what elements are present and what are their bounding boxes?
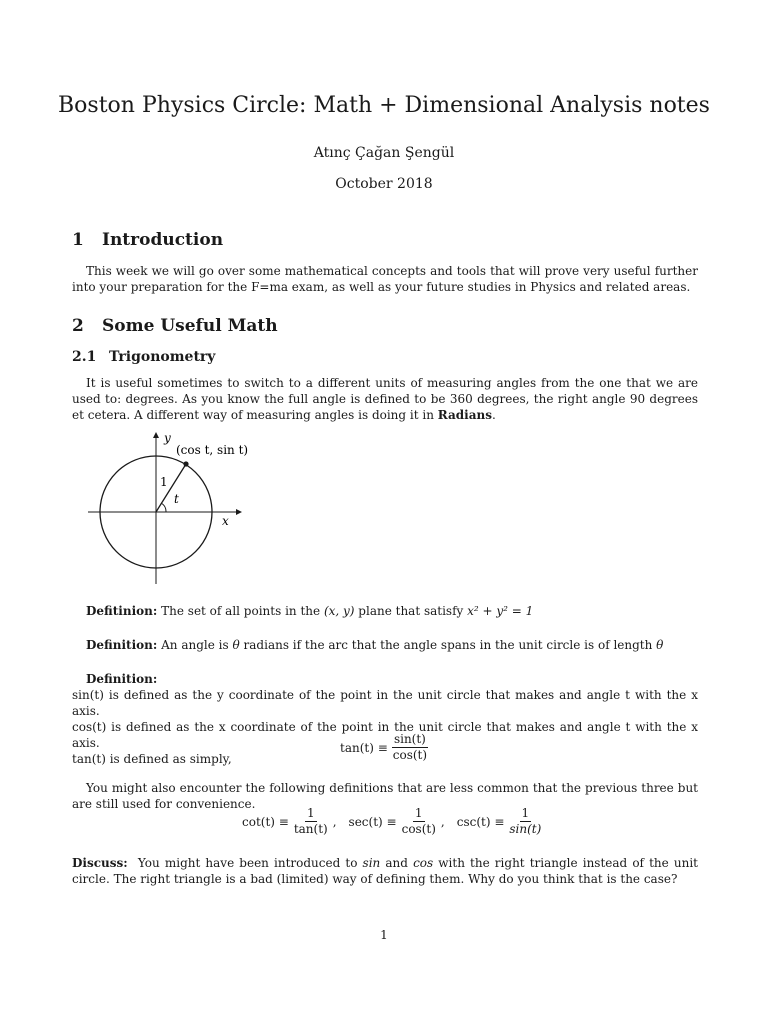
trig-text-end: . — [492, 408, 496, 422]
denominator: sin(t) — [509, 822, 542, 836]
definition-text: The set of all points in the — [161, 604, 324, 618]
definition-label: Defitinion: — [86, 604, 158, 618]
y-axis-label: y — [164, 431, 171, 445]
cot-equation — [242, 806, 337, 837]
numerator: 1 — [521, 806, 530, 820]
denominator: cos(t) — [401, 822, 436, 836]
equation-lhs: sec(t) ≡ — [348, 814, 397, 829]
fraction — [292, 806, 330, 837]
definition-label: Definition: — [86, 672, 158, 686]
subsection-number: 2.1 — [72, 349, 97, 365]
unit-circle-figure — [86, 428, 256, 588]
x-axis-label: x — [222, 514, 229, 528]
radians-term: Radians — [437, 408, 492, 422]
trig-paragraph — [72, 375, 698, 423]
tan-definition: tan(t) is defined as simply, — [72, 752, 232, 766]
math-theta: θ — [232, 638, 240, 652]
page-number: 1 — [380, 928, 388, 942]
discuss-text: and — [380, 856, 414, 870]
subsection-heading-trigonometry — [72, 349, 215, 365]
encounter-text: You might also encounter the following definitions that are less common that the previous three but are still used for convenience. — [72, 781, 698, 811]
equation-lhs: tan(t) ≡ — [340, 740, 388, 755]
radius-label: 1 — [160, 475, 168, 489]
definition-text: plane that satisfy — [354, 604, 468, 618]
fraction — [507, 806, 543, 837]
intro-text: This week we will go over some mathematical concepts and tools that will prove very useful further into your preparation for the F=ma exam, as well as your future studies in Physics and related areas. — [72, 264, 698, 294]
denominator: cos(t) — [392, 748, 428, 762]
subsection-title: Trigonometry — [109, 349, 216, 365]
math-theta: θ — [656, 638, 664, 652]
section-heading-introduction — [72, 230, 223, 250]
document-title: Boston Physics Circle: Math + Dimensional Analysis notes — [58, 93, 710, 118]
math-cos: cos — [413, 856, 434, 870]
document-date: October 2018 — [335, 176, 433, 192]
discuss-text: You might have been introduced to — [137, 856, 363, 870]
trig-text: It is useful sometimes to switch to a different units of measuring angles from the one that we are used to: degrees. As you know the full angle is defined to be 360 degrees, the right angle 90 degrees et cetera. A different way of measuring angles is doing it in — [72, 376, 698, 422]
author-name: Atınç Çağan Şengül — [313, 145, 455, 161]
equation-lhs: csc(t) ≡ — [456, 814, 505, 829]
section-title: Some Useful Math — [102, 316, 278, 336]
definition-unit-circle — [72, 603, 698, 619]
x-axis-arrow-icon — [236, 509, 242, 515]
denominator: tan(t) — [293, 822, 328, 836]
equation-lhs: cot(t) ≡ — [242, 814, 289, 829]
fraction — [391, 732, 429, 763]
definition-text: radians if the arc that the angle spans in the unit circle is of length — [239, 638, 657, 652]
math-sin: sin — [362, 856, 381, 870]
discuss-label: Discuss: — [72, 856, 128, 870]
csc-equation — [457, 806, 547, 837]
intro-paragraph — [72, 263, 698, 295]
definition-label: Definition: — [86, 638, 158, 652]
sec-equation — [349, 806, 445, 837]
math-equation: x² + y² = 1 — [467, 604, 534, 618]
cos-definition: cos(t) is defined as the x coordinate of the point in the unit circle that makes and angle t with the x axis. — [72, 720, 698, 750]
definition-text: An angle is — [161, 638, 233, 652]
numerator: sin(t) — [393, 732, 426, 746]
numerator: 1 — [306, 806, 315, 820]
fraction — [400, 806, 438, 837]
discuss-text: with the right triangle instead of the unit circle. The right triangle is a bad (limited) way of defining them. Why do you think that is the case? — [72, 856, 698, 886]
angle-arc — [161, 503, 166, 512]
reciprocal-equations — [242, 806, 546, 837]
tan-equation — [340, 732, 432, 763]
section-title: Introduction — [102, 230, 224, 250]
definition-radians — [72, 637, 698, 653]
discuss-paragraph — [72, 855, 698, 887]
section-number: 2 — [72, 316, 84, 336]
separator: , — [440, 814, 445, 829]
numerator: 1 — [414, 806, 423, 820]
separator: , — [332, 814, 337, 829]
sin-definition: sin(t) is defined as the y coordinate of the point in the unit circle that makes and angle t with the x axis. — [72, 688, 698, 718]
math-pair: (x, y) — [323, 604, 355, 618]
y-axis-arrow-icon — [153, 432, 159, 438]
point-label: (cos t, sin t) — [176, 443, 249, 457]
angle-label: t — [174, 492, 179, 506]
section-heading-useful-math — [72, 316, 278, 336]
section-number: 1 — [72, 230, 84, 250]
point-marker — [183, 461, 188, 466]
